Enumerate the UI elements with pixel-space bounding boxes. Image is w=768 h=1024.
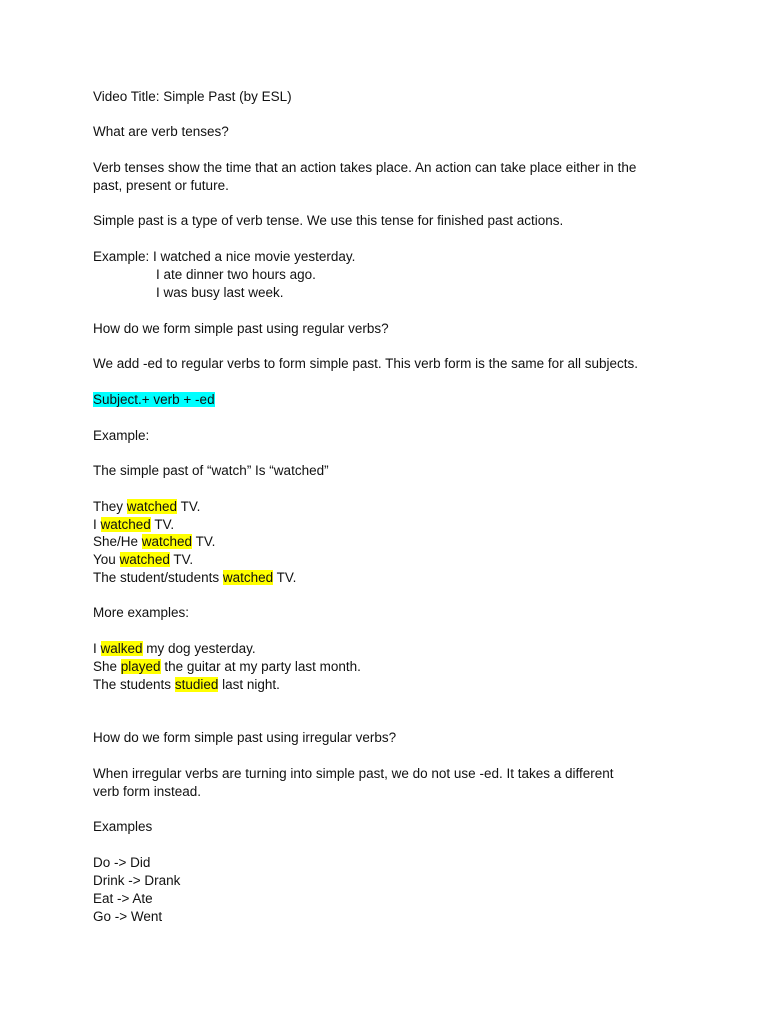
watch-rule: The simple past of “watch” Is “watched” (93, 463, 329, 478)
paragraph-line: Verb tenses show the time that an action takes place. An action can take place either in the (93, 160, 637, 175)
verb-highlight: watched (141, 534, 193, 549)
example-sentence (93, 676, 280, 694)
sentence-rest: my dog yesterday. (142, 641, 256, 656)
sentence-rest: TV. (273, 570, 297, 585)
sentence-rest: TV. (150, 517, 175, 532)
paragraph-line: When irregular verbs are turning into simple past, we do not use -ed. It takes a different (93, 766, 614, 781)
question-verb-tenses: What are verb tenses? (93, 124, 229, 139)
example-line: I ate dinner two hours ago. (156, 267, 316, 282)
sentence-rest: TV. (169, 552, 194, 567)
sentence-rest: TV. (177, 499, 201, 514)
example-sentence (93, 533, 215, 551)
example-sentence (93, 640, 256, 658)
sentence-subject: She/He (93, 534, 142, 549)
verb-highlight: watched (222, 570, 274, 585)
video-title: Video Title: Simple Past (by ESL) (93, 89, 292, 104)
more-examples-label: More examples: (93, 605, 190, 620)
paragraph-line: past, present or future. (93, 178, 229, 193)
example-line: I was busy last week. (156, 285, 284, 300)
sentence-rest: last night. (218, 677, 280, 692)
paragraph-simple-past: Simple past is a type of verb tense. We use this tense for finished past actions. (93, 213, 564, 228)
sentence-rest: the guitar at my party last month. (160, 659, 361, 674)
sentence-subject: You (93, 552, 120, 567)
sentence-subject: The students (93, 677, 175, 692)
irregular-verb-item: Drink -> Drank (93, 873, 181, 888)
sentence-subject: They (93, 499, 127, 514)
verb-highlight: watched (126, 499, 178, 514)
formula-highlight: Subject.+ verb + -ed (93, 392, 215, 407)
verb-highlight: watched (119, 552, 170, 567)
sentence-subject: She (93, 659, 121, 674)
irregular-verb-item: Eat -> Ate (93, 891, 153, 906)
question-regular-verbs: How do we form simple past using regular verbs? (93, 321, 389, 336)
formula-line (93, 391, 215, 409)
verb-highlight: watched (100, 517, 151, 532)
verb-highlight: walked (100, 641, 143, 656)
verb-highlight: played (120, 659, 161, 674)
examples-label: Examples (93, 819, 153, 834)
question-irregular-verbs: How do we form simple past using irregular verbs? (93, 730, 397, 745)
irregular-verb-item: Go -> Went (93, 909, 163, 924)
example-sentence (93, 498, 200, 516)
example-sentence (93, 516, 174, 534)
paragraph-line: verb form instead. (93, 784, 202, 799)
example-label: Example: (93, 428, 150, 443)
example-sentence (93, 658, 361, 676)
example-sentence (93, 569, 296, 587)
irregular-verb-item: Do -> Did (93, 855, 151, 870)
example-line: Example: I watched a nice movie yesterday. (93, 249, 356, 264)
sentence-subject: I (93, 517, 101, 532)
sentence-rest: TV. (192, 534, 216, 549)
sentence-subject: The student/students (93, 570, 223, 585)
sentence-subject: I (93, 641, 101, 656)
example-sentence (93, 551, 193, 569)
verb-highlight: studied (174, 677, 219, 692)
paragraph-add-ed: We add -ed to regular verbs to form simple past. This verb form is the same for all subjects. (93, 356, 638, 371)
